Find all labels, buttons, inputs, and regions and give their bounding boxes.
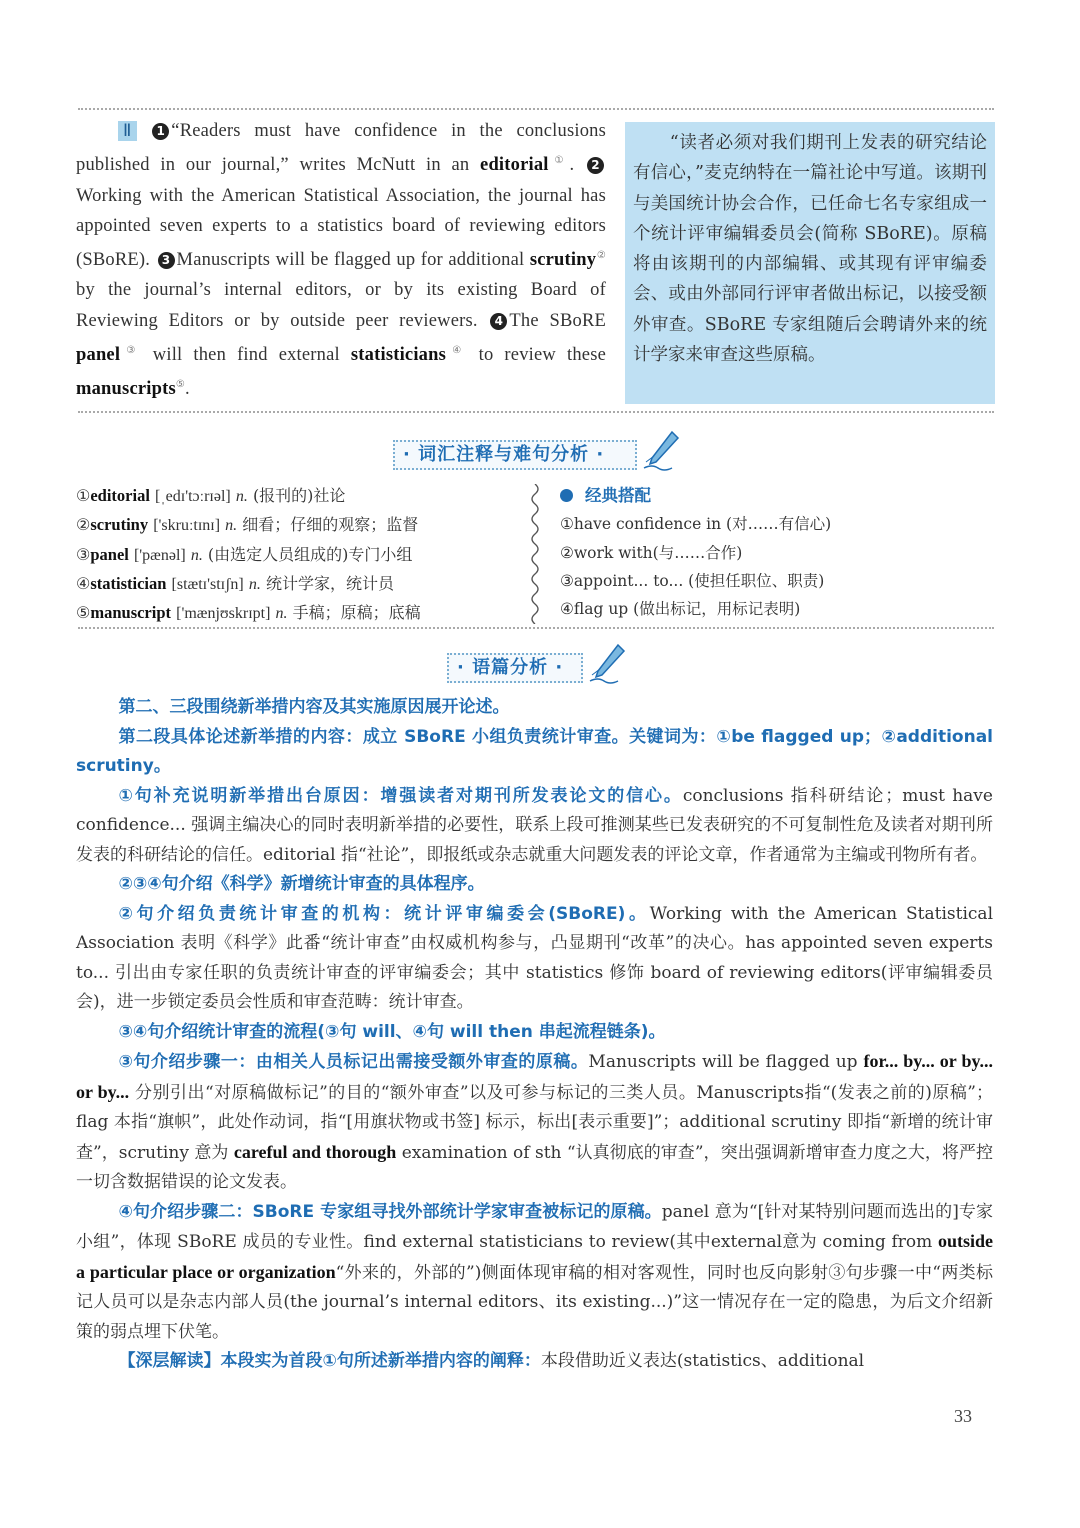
footnote-marker: ④ (446, 344, 468, 356)
sentence-text: to review these (467, 344, 607, 365)
analysis-paragraph: ①句补充说明新举措出台原因：增强读者对期刊所发表论文的信心。conclusions 指科研结论；must have confidence... 强调主编决心的同时表明新举措的必要性，联系上段可推测某些已发表研究的不可复制性危及读者对期刊所发表的科研结论的信任。editorial 指“社论”，即报纸或杂志就重大问题发表的评论文章，作者通常为主编或刊物所有者。 (76, 785, 993, 865)
divider (78, 627, 994, 629)
wavy-divider (528, 484, 542, 624)
analysis-paragraph: ③④句介绍统计审查的流程(③句 will、④句 will then 串起流程链条)。 (118, 1021, 666, 1042)
pen-icon (588, 643, 628, 685)
sentence-text: will then find external (141, 344, 351, 365)
vocab-item: ⑤manuscript ['mænjʊskrɪpt] n. 手稿；原稿；底稿 (76, 603, 421, 623)
sentence-text: . (569, 155, 575, 176)
pen-icon (642, 430, 682, 472)
section-marker: Ⅱ (118, 121, 137, 141)
analysis-paragraph: ②③④句介绍《科学》新增统计审查的具体程序。 (118, 874, 485, 894)
discourse-analysis (76, 693, 993, 1377)
vocab-word: editorial (480, 155, 549, 176)
collocation-title: 经典搭配 (560, 482, 990, 510)
analysis-paragraph: 【深层解读】本段实为首段①句所述新举措内容的阐释：本段借助近义表达(statistics、additional (118, 1351, 865, 1371)
vocab-section-header: · 词汇注释与难句分析 · (393, 440, 637, 470)
footnote-marker: ② (596, 249, 606, 261)
collocation-item: ④flag up (做出标记，用标记表明) (560, 600, 801, 619)
collocation-item: ①have confidence in (对……有信心) (560, 515, 832, 534)
sentence-text: . (185, 379, 190, 400)
analysis-paragraph: ③句介绍步骤一：由相关人员标记出需接受额外审查的原稿。Manuscripts will be flagged up for... by... or by... or by... 分别引出“对原稿做标记”的目的“额外审查”以及可参与标记的三类人员。Manuscripts指“(发表之前的)原稿”；flag 本指“旗帜”，此处作动词，指“[用旗状物或书签] 标示，标出[表示重要]”；additional scrutiny 即指“新增的统计审查”，scrutiny 意为 careful and thorough examination of sth “认真彻底的审查”，突出强调新增审查力度之大，将严控一切含数据错误的论文发表。 (76, 1051, 993, 1192)
analysis-section-header: · 语篇分析 · (447, 653, 583, 683)
vocab-item: ②scrutiny ['skruːtɪnɪ] n. 细看；仔细的观察；监督 (76, 515, 419, 535)
sentence-marker: 2 (587, 157, 604, 174)
sentence-text: “Readers must have confidence in the conclusions published in our journal,” writes McNutt in an (76, 121, 606, 176)
vocab-item: ①editorial [ˌedɪ'tɔːrɪəl] n. (报刊的)社论 (76, 486, 346, 505)
sentence-marker: 3 (158, 252, 175, 269)
footnote-marker: ⑤ (175, 379, 186, 391)
sentence-text: by the journal’s internal editors, or by its existing Board of Reviewing Editors or by outside peer reviewers. (76, 280, 606, 331)
bullet-icon (560, 489, 573, 502)
top-divider (78, 108, 994, 110)
analysis-paragraph: ②句介绍负责统计审查的机构：统计评审编委会(SBoRE)。Working with the American Statistical Association 表明《科学》此番“统计审查”由权威机构参与，凸显期刊“改革”的决心。has appointed seven experts to... 引出由专家任职的负责统计审查的评审编委会；其中 statistics 修饰 board of reviewing editors(评审编辑委员会)，进一步锁定委员会性质和审查范畴：统计审查。 (76, 903, 994, 1012)
collocation-list (560, 482, 990, 623)
collocation-item: ③appoint... to... (使担任职位、职责) (560, 571, 825, 590)
sentence-marker: 1 (152, 123, 169, 140)
analysis-paragraph: ④句介绍步骤二：SBoRE 专家组寻找外部统计学家审查被标记的原稿。panel 意为“[针对某特别问题而选出的]专家小组”，体现 SBoRE 成员的专业性。find external statisticians to review(其中external意为 coming from outside a particular place or organization“外来的，外部的”)侧面体现审稿的相对客观性，同时也反向影射③句步骤一中“两类标记人员可以是杂志内部人员(the journal’s internal editors、its existing...)”这一情况存在一定的隐患，为后文介绍新策的弱点埋下伏笔。 (76, 1201, 993, 1342)
vocab-item: ③panel ['pænəl] n. (由选定人员组成的)专门小组 (76, 544, 413, 564)
vocab-word: scrutiny (529, 250, 597, 271)
sentence-text: The SBoRE (509, 310, 606, 331)
page-number: 33 (954, 1406, 972, 1426)
english-passage (76, 116, 606, 404)
footnote-marker: ③ (120, 344, 142, 356)
sentence-marker: 4 (490, 313, 507, 330)
analysis-paragraph: 第二段具体论述新举措的内容：成立 SBoRE 小组负责统计审查。关键词为：①be flagged up；②additional scrutiny。 (76, 726, 994, 776)
sentence-text: Working with the American Statistical Association, the journal has appointed seven experts to a statistics board of reviewing editors (SBoRE). (76, 185, 606, 271)
vocabulary-list (76, 482, 521, 628)
sentence-text: Manuscripts will be flagged up for additional (176, 250, 530, 271)
collocation-item: ②work with(与……合作) (560, 543, 743, 562)
vocab-word: manuscripts (76, 379, 176, 400)
translation-text: “读者必须对我们期刊上发表的研究结论有信心，”麦克纳特在一篇社论中写道。该期刊与美国统计协会合作，已任命七名专家组成一个统计评审编辑委员会(简称 SBoRE)。原稿将由该期刊的内部编辑、或其现有评审编委会、或由外部同行评审者做出标记，以接受额外审查。SBoRE 专家组随后会聘请外来的统计学家来审查这些原稿。 (633, 133, 987, 366)
vocab-item: ④statistician [stætɪ'stɪʃn] n. 统计学家，统计员 (76, 573, 394, 593)
vocab-word: statisticians (350, 344, 447, 365)
analysis-paragraph: 第二、三段围绕新举措内容及其实施原因展开论述。 (118, 697, 510, 717)
footnote-marker: ① (548, 155, 570, 167)
vocab-word: panel (76, 344, 121, 365)
divider (78, 411, 994, 413)
chinese-translation-box (625, 122, 995, 404)
